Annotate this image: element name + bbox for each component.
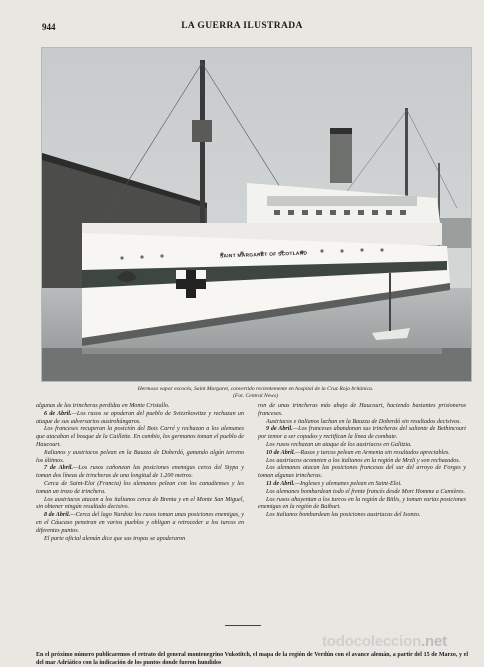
article-paragraph [36,411,244,427]
article-paragraph [258,450,466,458]
ship-photograph [41,47,472,382]
watermark-text: todocoleccion [322,633,422,650]
text-column-right [258,403,466,520]
paragraph-text: Los rusos rechazan un ataque de los austriacos en Galitzia. [266,441,412,448]
date-heading: 7 de Abril. [44,465,73,472]
paragraph-text: ron de unas trincheras más abajo de Haucourt, haciendo bastantes prisioneros franceses. [258,403,466,417]
article-paragraph [258,403,466,419]
article-paragraph [258,489,466,497]
paragraph-text: Los alemanes atacan las posiciones francesas del sur del arroyo de Forges y toman algunas trincheras. [258,465,466,480]
article-paragraph [36,481,244,497]
paragraph-text: —Los rusos cañonean las posiciones enemigas cerca del Stypa y toman dos líneas de trincheras de una longitud de 1.200 metros. [36,465,244,480]
paragraph-text: Los italianos bombardean las posiciones austriacas del Isonzo. [266,512,421,519]
article-paragraph [36,512,244,535]
article-paragraph [36,536,244,544]
paragraph-text: algunas de las trincheras perdidas en Monte Cristallo. [36,403,170,409]
paragraph-text: Cerca de Saint-Eloi (Francia) los alemanes pelean con los canadienses y les toman un trozo de trinchera. [36,480,244,495]
article-paragraph [258,426,466,442]
article-paragraph [36,465,244,481]
article-paragraph [258,512,466,520]
paragraph-text: El parte oficial alemán dice que sus tropas se apoderaron [44,535,186,542]
paragraph-text: —Rusos y turcos pelean en Armenia sin resultados apreciables. [295,449,450,456]
paragraph-text: —Los franceses abandonan sus trincheras del saliente de Bethincourt por temor a ser copados y rectifican la línea de combate. [258,426,466,441]
paragraph-text: —Cerca del lago Nardotz los rusos toman unas posiciones enemigas, y en el Cáucaso penetran en varios pueblos y obligan a retroceder a los turcos en diferentes puntos. [36,512,244,534]
photo-caption [41,386,470,400]
watermark-suffix: .net [421,633,447,650]
text-column-left [36,403,244,543]
article-paragraph [36,403,244,411]
article-paragraph [36,426,244,449]
paragraph-text: Los austriacos acometen a los italianos en la región de Mrzli y son rechazados. [266,457,461,464]
photo-credit: (Fot. Central News) [233,393,278,399]
date-heading: 8 de Abril. [44,512,71,519]
paragraph-text: Los alemanes bombardean todo el frente francés desde Mort Homme a Cumières. [266,488,466,495]
paragraph-text: Austriacos e italianos luchan en la Bauzza de Doberdó sin resultados decisivos. [266,418,461,425]
hull-name-text: SAINT MARGARET OF SCOTLAND [219,251,308,260]
paragraph-text: —Ingleses y alemanes pelean en Saint-Eloi. [294,480,402,487]
caption-text: Hermoso vapor escocés, Saint Margaret, convertido recientemente en hospital de la Cruz Roja británica. [137,386,374,392]
date-heading: 11 de Abril. [266,480,295,487]
paragraph-text: Italianos y austriacos pelean en la Bauzza de Doberdó, ganando algún terreno los últimos. [36,449,244,464]
watermark-logo [322,633,447,650]
ship-illustration [42,48,471,381]
article-paragraph [36,497,244,513]
masthead-title: LA GUERRA ILUSTRADA [181,21,303,31]
article-paragraph [258,442,466,450]
paragraph-text: Los rusos ahuyentan a los turcos en la región de Bitlis, y toman varias posiciones enemigas en la región de Baiburt. [258,496,466,511]
page-number: 944 [42,22,56,32]
footer-notice: En el próximo número publicaremos el retrato del general montenegrino Vukotitch, el mapa de la región de Verdún con el avance alemán, a partir del 15 de Marzo, y el del mar Adriático con la indicación de los puntos donde fueron hundidos [36,652,468,666]
date-heading: 10 de Abril. [266,449,296,456]
date-heading: 6 de Abril. [44,410,72,417]
section-divider [225,625,261,626]
article-paragraph [258,465,466,481]
article-paragraph [258,497,466,513]
date-heading: 9 de Abril. [266,426,293,433]
article-paragraph [258,481,466,489]
paragraph-text: Los franceses recuperan la posición del Bois Carré y rechazan a los alemanes que atacaban el bosque de la Caillette. En cambio, los germanos toman el pueblo de Haucourt. [36,426,244,448]
paragraph-text: —Los rusos se apoderan del pueblo de Sviezrkowitze y rechazan un ataque de sus adversarios austrohúngaros. [36,410,244,425]
article-paragraph [36,450,244,466]
paragraph-text: Los austriacos atacan a los italianos cerca de Brenta y en el Monte San Miguel, sin obtener ningún resultado decisivo. [36,496,244,511]
